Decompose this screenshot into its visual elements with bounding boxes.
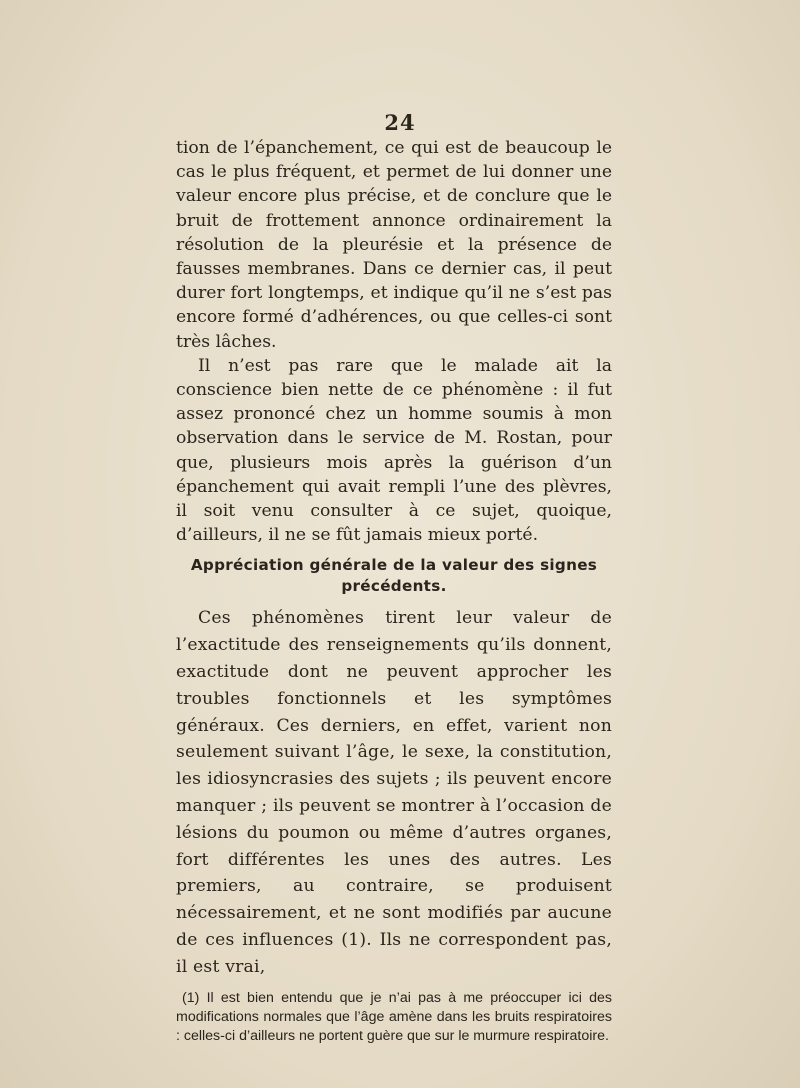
page-number: 24 (384, 110, 416, 135)
paragraph-continuation: tion de l’épanchement, ce qui est de beaucoup le cas le plus fréquent, et permet de lui donner une valeur encore plus précise, et de conclure que le bruit de frottement annonce ordinairement la résolution de la pleurésie et la présence de fausses membranes. Dans ce dernier cas, il peut durer fort longtemps, et indique qu’il ne s’est pas encore formé d’adhérences, ou que celles-ci sont très lâches. (176, 138, 612, 352)
paragraph-signs-value: Ces phénomènes tirent leur valeur de l’exactitude des renseignements qu’ils donnent, exactitude dont ne peuvent approcher les troubles fonctionnels et les symptômes généraux. Ces derniers, en effet, varient non seulement suivant l’âge, le sexe, la constitution, les idiosyncrasies des sujets ; ils peuvent encore manquer ; ils peuvent se montrer à l’occasion de lésions du poumon ou même d’autres organes, fort différentes les unes des autres. Les premiers, au contraire, se produisent nécessairement, et ne sont modifiés par aucune de ces influences (1). Ils ne correspondent pas, il est vrai, (176, 608, 612, 977)
section-heading-line-2: précédents. (341, 577, 447, 596)
section-heading (176, 555, 612, 597)
page-body (176, 136, 612, 1046)
paragraph-rostan-observation: Il n’est pas rare que le malade ait la conscience bien nette de ce phénomène : il fut assez prononcé chez un homme soumis à mon observation dans le service de M. Rostan, pour que, plusieurs mois après la guérison d’un épanchement qui avait rempli l’une des plèvres, il soit venu consulter à ce sujet, quoique, d’ailleurs, il ne se fût jamais mieux porté. (176, 355, 612, 546)
footnote: (1) Il est bien entendu que je n’ai pas à me préoccuper ici des modifications normales que l’âge amène dans les bruits respiratoires : celles-ci d’ailleurs ne portent guère que sur le murmure respiratoire. (176, 989, 612, 1045)
section-heading-line-1: Appréciation générale de la valeur des signes (190, 556, 598, 575)
